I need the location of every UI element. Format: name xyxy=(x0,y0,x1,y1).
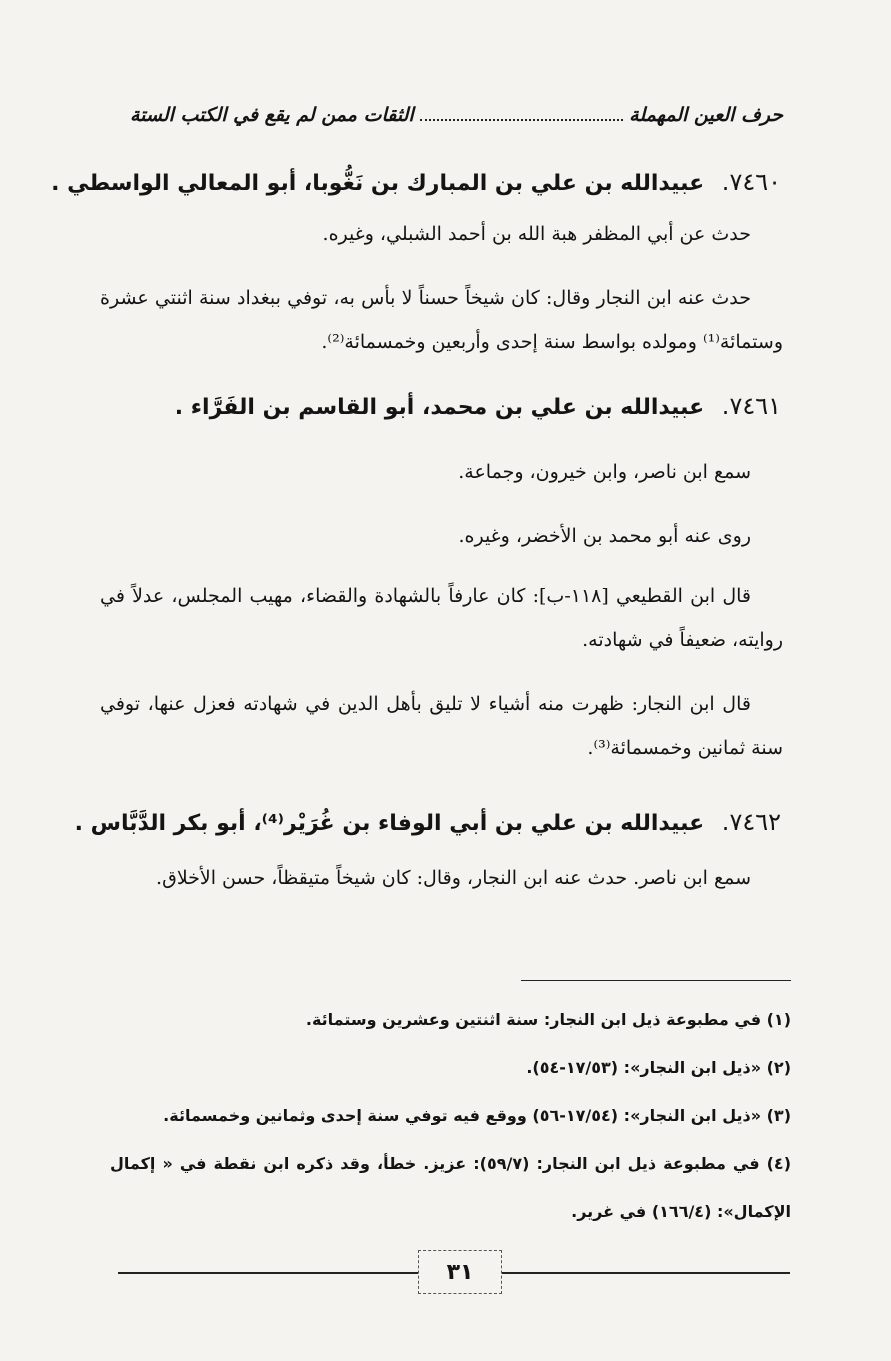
paragraph: قال ابن القطيعي [١١٨-ب]: كان عارفاً بالشهادة والقضاء، مهيب المجلس، عدلاً في روايته، ضعيفاً في شهادته. xyxy=(100,585,783,651)
running-head-dots xyxy=(420,109,623,121)
paragraph: سمع ابن ناصر. حدث عنه ابن النجار، وقال: كان شيخاً متيقظاً، حسن الأخلاق. xyxy=(156,867,751,889)
footnote-2: (٢) «ذيل ابن النجار»: (١٧/٥٣-٥٤). xyxy=(526,1058,791,1077)
entry-title-7461 xyxy=(130,386,781,426)
entry-name: عبيدالله بن علي بن أبي الوفاء بن غُرَيْر⁽⁴⁾، أبو بكر الدَّبَّاس . xyxy=(74,811,705,836)
footnote-1: (١) في مطبوعة ذيل ابن النجار: سنة اثنتين وعشرين وستمائة. xyxy=(305,1010,791,1029)
footnote-4: (٤) في مطبوعة ذيل ابن النجار: (٥٩/٧): عزيز. خطأ، وقد ذكره ابن نقطة في « إكمال الإكمال»: (١٦٦/٤) في غرير. xyxy=(110,1154,791,1221)
footnote-3: (٣) «ذيل ابن النجار»: (١٧/٥٤-٥٦) ووقع فيه توفي سنة إحدى وثمانين وخمسمائة. xyxy=(163,1106,791,1125)
paragraph: سمع ابن ناصر، وابن خيرون، وجماعة. xyxy=(458,461,751,483)
entry-title-7462 xyxy=(74,802,781,842)
entry-name: عبيدالله بن علي بن المبارك بن نَغُّوبا، أبو المعالي الواسطي . xyxy=(51,171,705,196)
footnote-separator xyxy=(521,980,791,981)
paragraph: حدث عنه ابن النجار وقال: كان شيخاً حسناً لا بأس به، توفي ببغداد سنة اثنتي عشرة وستمائة⁽¹⁾ ومولده بواسط سنة إحدى وأربعين وخمسمائة⁽²⁾. xyxy=(100,287,783,353)
paragraph: قال ابن النجار: ظهرت منه أشياء لا تليق بأهل الدين في شهادته فعزل عنها، توفي سنة ثمانين وخمسمائة⁽³⁾. xyxy=(100,693,783,759)
page-number: ٣١ xyxy=(418,1250,502,1294)
entry-name: عبيدالله بن علي بن محمد، أبو القاسم بن الفَرَّاء . xyxy=(174,395,705,420)
running-head-book: الثقات ممن لم يقع في الكتب الستة xyxy=(130,104,414,126)
paragraph: روى عنه أبو محمد بن الأخضر، وغيره. xyxy=(458,525,751,547)
entry-number: ٧٤٦٢. xyxy=(721,808,781,836)
paragraph: حدث عن أبي المظفر هبة الله بن أحمد الشبلي، وغيره. xyxy=(322,223,751,245)
entry-number: ٧٤٦١. xyxy=(721,392,781,420)
entry-number: ٧٤٦٠. xyxy=(721,168,781,196)
entry-title-7460 xyxy=(51,162,781,202)
running-head xyxy=(130,98,783,132)
running-head-chapter: حرف العين المهملة xyxy=(629,104,783,126)
